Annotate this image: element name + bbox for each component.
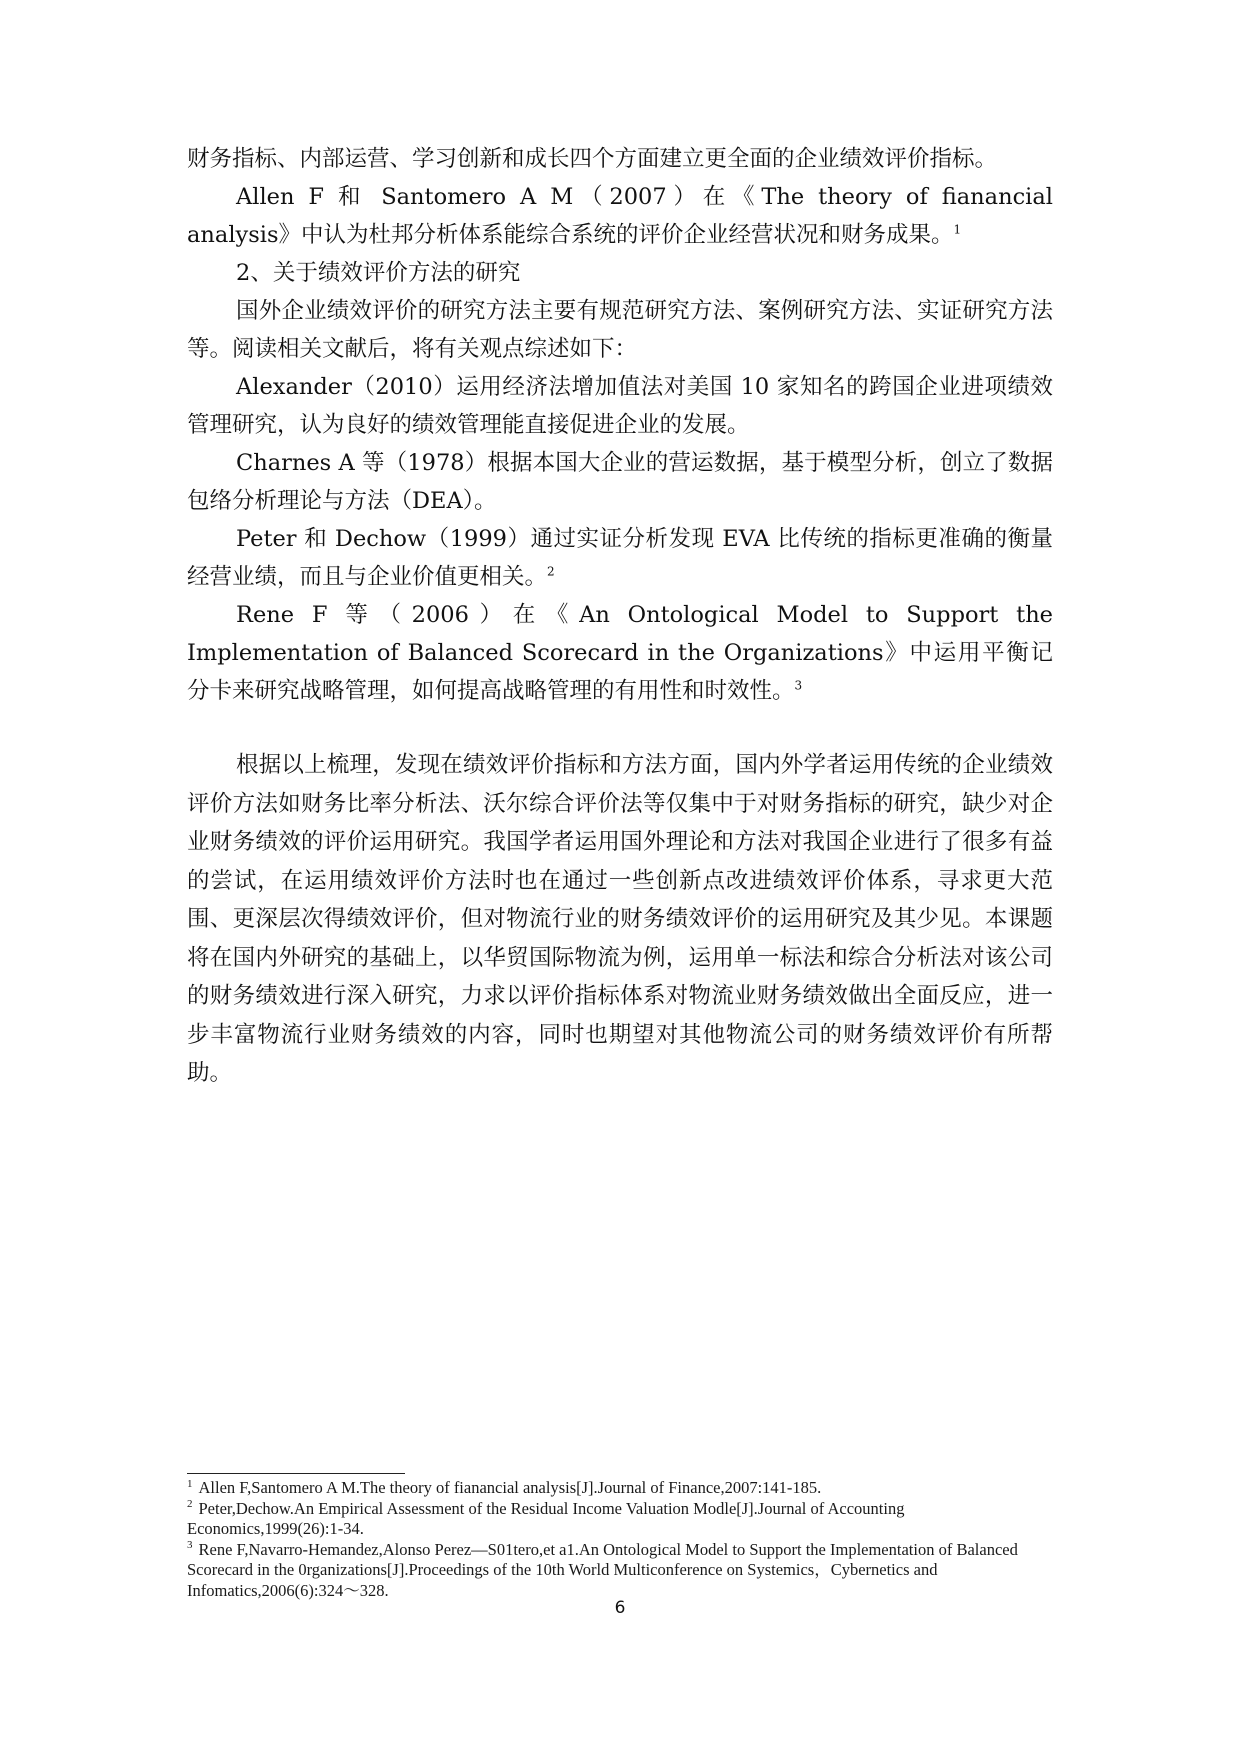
footnote-divider	[187, 1473, 405, 1474]
footnote-ref[interactable]: 1	[953, 222, 962, 237]
footnote-2	[187, 1499, 1055, 1540]
paragraph-continuation	[187, 140, 1053, 178]
paragraph-text: Charnes A 等（1978）根据本国大企业的营运数据，基于模型分析，创立了数据包络分析理论与方法（DEA）。	[187, 450, 1053, 514]
footnote-1	[187, 1478, 1055, 1499]
paragraph-text: Peter 和 Dechow（1999）通过实证分析发现 EVA 比传统的指标更准确的衡量经营业绩，而且与企业价值更相关。	[187, 526, 1053, 590]
paragraph-methods-intro	[187, 292, 1053, 368]
paragraph-peter	[187, 520, 1053, 596]
paragraph-review	[187, 746, 1053, 1093]
footnote-number: 3	[187, 1539, 193, 1551]
footnote-3	[187, 1540, 1055, 1602]
paragraph-allen	[187, 178, 1053, 254]
subsection-title	[187, 254, 1053, 292]
footnote-text: Allen F,Santomero A M.The theory of fianancial analysis[J].Journal of Finance,2007:141-185.	[198, 1478, 822, 1497]
paragraph-text: 财务指标、内部运营、学习创新和成长四个方面建立更全面的企业绩效评价指标。	[187, 146, 998, 172]
footnote-text: Peter,Dechow.An Empirical Assessment of the Residual Income Valuation Modle[J].Journal of Accounting Economics,1999(26):1-34.	[187, 1498, 905, 1538]
footnote-number: 2	[187, 1498, 193, 1510]
body-text	[187, 140, 1053, 1093]
paragraph-text: Rene F 等（2006）在《An Ontological Model to Support the Implementation of Balanced Scorecard in the Organizations》中运用平衡记分卡来研究战略管理，如何提高战略管理的有用性和时效性。	[187, 602, 1053, 704]
footnote-ref[interactable]: 2	[547, 564, 555, 579]
paragraph-text: 国外企业绩效评价的研究方法主要有规范研究方法、案例研究方法、实证研究方法等。阅读相关文献后，将有关观点综述如下：	[187, 298, 1053, 362]
paragraph-alexander	[187, 368, 1053, 444]
paragraph-text: Allen F 和 Santomero A M（2007）在《The theory of fianancial analysis》中认为杜邦分析体系能综合系统的评价企业经营状况和财务成果。	[187, 184, 1053, 248]
paragraph-charnes	[187, 444, 1053, 520]
footnote-ref[interactable]: 3	[794, 678, 803, 693]
subsection-title-text: 2、关于绩效评价方法的研究	[236, 260, 521, 286]
footnotes	[187, 1478, 1055, 1601]
paragraph-text: 根据以上梳理，发现在绩效评价指标和方法方面，国内外学者运用传统的企业绩效评价方法如财务比率分析法、沃尔综合评价法等仅集中于对财务指标的研究，缺少对企业财务绩效的评价运用研究。我国学者运用国外理论和方法对我国企业进行了很多有益的尝试，在运用绩效评价方法时也在通过一些创新点改进绩效评价体系，寻求更大范围、更深层次得绩效评价，但对物流行业的财务绩效评价的运用研究及其少见。本课题将在国内外研究的基础上，以华贸国际物流为例，运用单一标法和综合分析法对该公司的财务绩效进行深入研究，力求以评价指标体系对物流业财务绩效做出全面反应，进一步丰富物流行业财务绩效的内容，同时也期望对其他物流公司的财务绩效评价有所帮助。	[187, 752, 1053, 1086]
page-number: 6	[614, 1598, 626, 1618]
paragraph-text: Alexander（2010）运用经济法增加值法对美国 10 家知名的跨国企业进项绩效管理研究，认为良好的绩效管理能直接促进企业的发展。	[187, 374, 1053, 438]
footnote-text: Rene F,Navarro-Hemandez,Alonso Perez—S01tero,et a1.An Ontological Model to Support the Implementation of Balanced Scorecard in the 0rganizations[J].Proceedings of the 10th World Multiconference on Systemics，Cybernetics and Infomatics,2006(6):324～328.	[187, 1539, 1018, 1600]
paragraph-rene	[187, 596, 1053, 710]
footnote-number: 1	[187, 1477, 193, 1490]
